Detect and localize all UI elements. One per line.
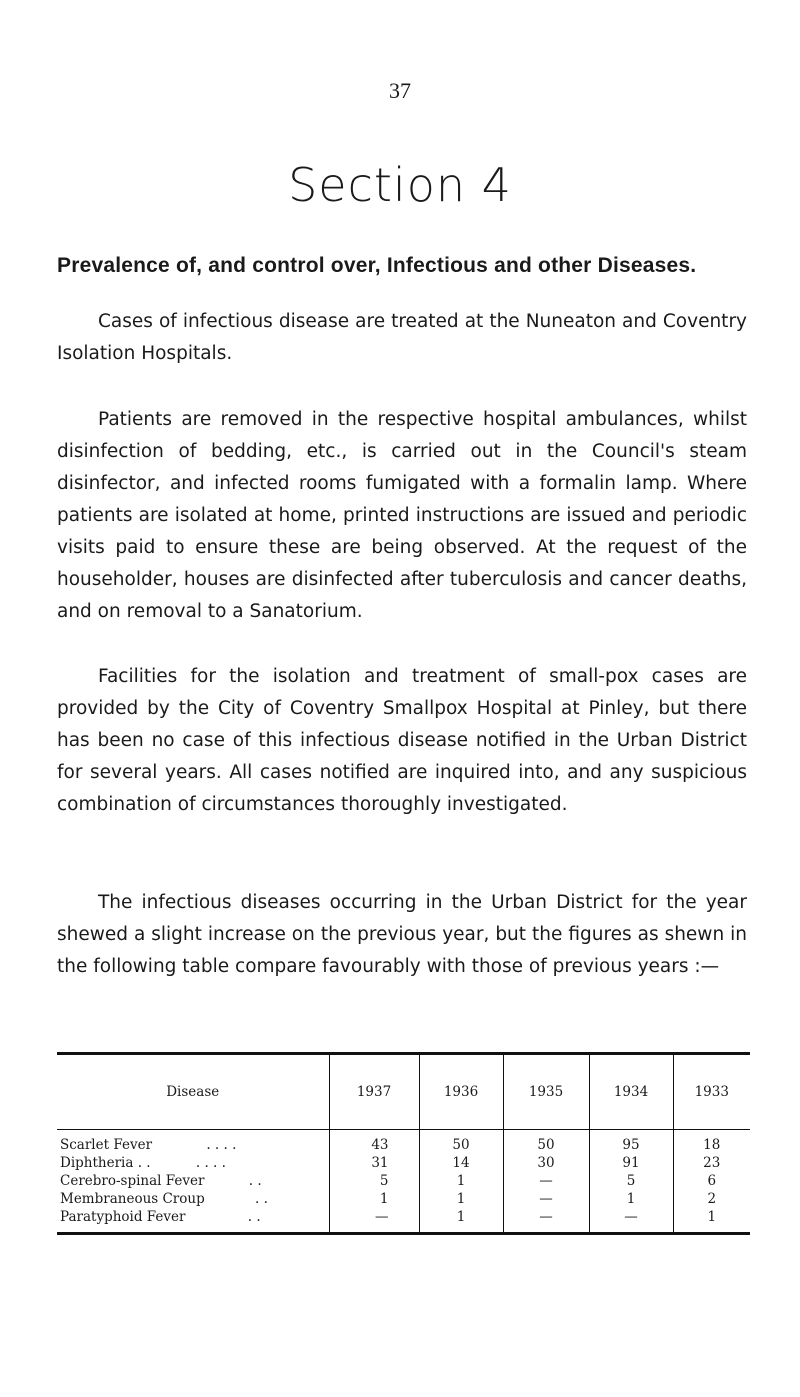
table-row	[57, 1190, 750, 1208]
cell-1937: —	[329, 1208, 419, 1234]
cell-1936: 50	[419, 1130, 503, 1155]
cell-1934: 1	[589, 1190, 673, 1208]
cell-1937: 43	[329, 1130, 419, 1155]
table-header-row	[57, 1054, 750, 1130]
disease-name: Cerebro-spinal Fever . .	[60, 1173, 262, 1189]
table-row	[57, 1154, 750, 1172]
cell-1935: —	[503, 1172, 589, 1190]
cell-1934: 5	[589, 1172, 673, 1190]
disease-table-container	[57, 1052, 750, 1235]
leader-dots: . .	[248, 1173, 262, 1189]
leader-dots: . . . .	[195, 1155, 226, 1171]
cell-1933: 2	[673, 1190, 750, 1208]
column-header-disease: Disease	[166, 1084, 220, 1100]
cell-1936: 1	[419, 1172, 503, 1190]
cell-1936: 1	[419, 1190, 503, 1208]
cell-1936: 14	[419, 1154, 503, 1172]
disease-name: Membraneous Croup . .	[60, 1191, 268, 1207]
column-header-1933: 1933	[673, 1054, 750, 1130]
cell-1935: 30	[503, 1154, 589, 1172]
cell-1933: 1	[673, 1208, 750, 1234]
cell-1934: —	[589, 1208, 673, 1234]
cell-1933: 6	[673, 1172, 750, 1190]
infectious-disease-table	[57, 1052, 750, 1235]
paragraph-isolation-hospitals: Cases of infectious disease are treated at the Nuneaton and Coventry Isolation Hospitals.	[57, 311, 747, 364]
column-header-1935: 1935	[503, 1054, 589, 1130]
leader-dots: . . . .	[206, 1137, 237, 1153]
table-row	[57, 1172, 750, 1190]
cell-1936: 1	[419, 1208, 503, 1234]
cell-1937: 5	[329, 1172, 419, 1190]
disease-name: Paratyphoid Fever . .	[60, 1209, 261, 1225]
cell-1937: 1	[329, 1190, 419, 1208]
disease-name: Scarlet Fever . . . .	[60, 1137, 237, 1153]
cell-1934: 95	[589, 1130, 673, 1155]
column-header-1936: 1936	[419, 1054, 503, 1130]
cell-1933: 18	[673, 1130, 750, 1155]
section-subtitle: Prevalence of, and control over, Infectious and other Diseases.	[57, 254, 697, 277]
table-row	[57, 1208, 750, 1234]
cell-1933: 23	[673, 1154, 750, 1172]
paragraph-disinfection: Patients are removed in the respective hospital ambulances, whilst disinfection of bedding, etc., is carried out in the Council's steam disinfector, and infected rooms fumigated with a formalin lamp. Where patients are isolated at home, printed instructions are issued and periodic visits paid to ensure these are being observed. At the request of the householder, houses are disinfected after tuberculosis and cancer deaths, and on removal to a Sanatorium.	[57, 409, 747, 622]
column-header-1934: 1934	[589, 1054, 673, 1130]
leader-dots: . .	[247, 1209, 261, 1225]
disease-name: Diphtheria . . . . . .	[60, 1155, 226, 1171]
cell-1935: 50	[503, 1130, 589, 1155]
leader-dots: . .	[255, 1191, 268, 1207]
cell-1937: 31	[329, 1154, 419, 1172]
paragraph-table-intro: The infectious diseases occurring in the Urban District for the year shewed a slight increase on the previous year, but the figures as shewn in the following table compare favourably with those of previous years :—	[57, 892, 747, 977]
cell-1934: 91	[589, 1154, 673, 1172]
cell-1935: —	[503, 1190, 589, 1208]
paragraph-smallpox: Facilities for the isolation and treatment of small-pox cases are provided by the City of Coventry Smallpox Hospital at Pinley, but there has been no case of this infectious disease notified in the Urban District for several years. All cases notified are inquired into, and any suspicious combination of circumstances thoroughly investigated.	[57, 666, 747, 815]
table-row	[57, 1130, 750, 1155]
section-title: Section 4	[288, 158, 512, 212]
cell-1935: —	[503, 1208, 589, 1234]
page-number: 37	[389, 78, 411, 103]
column-header-1937: 1937	[329, 1054, 419, 1130]
